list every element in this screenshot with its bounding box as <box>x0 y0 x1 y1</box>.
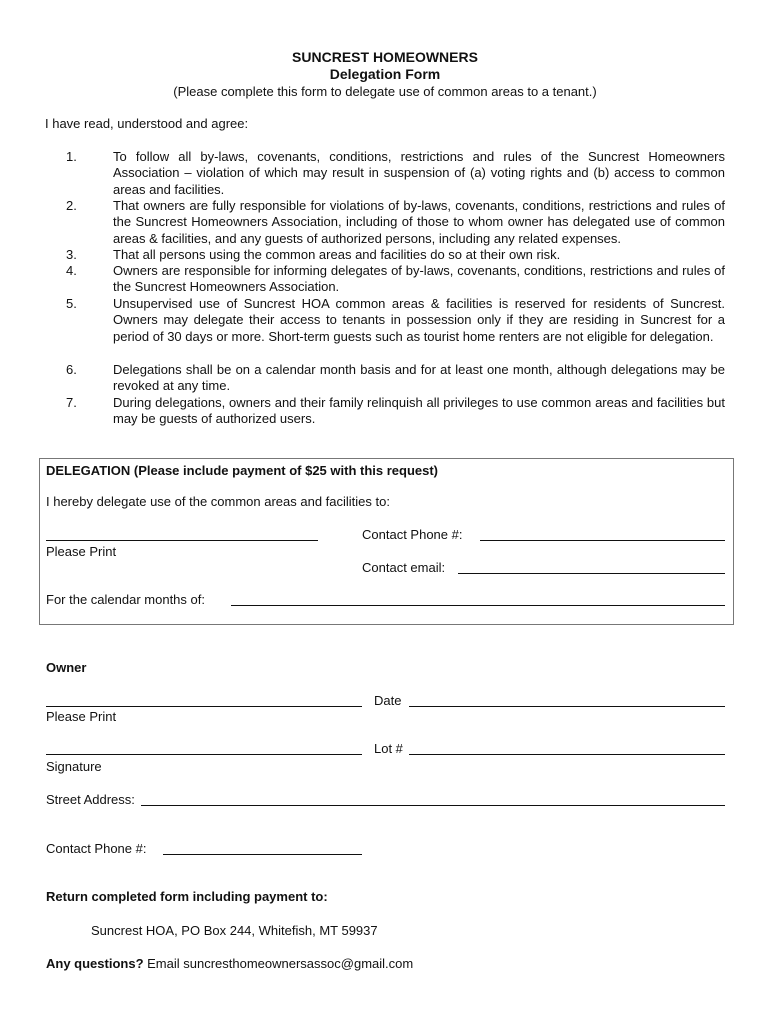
signature-field[interactable] <box>46 754 362 755</box>
delegate-email-label: Contact email: <box>362 560 446 575</box>
term-text: Unsupervised use of Suncrest HOA common areas & facilities is reserved for residents of Suncrest. Owners may delegate their access to tenants in possession only if they are residing in Suncrest for a period of 30 days or more. Short-term guests such as tourist home renters are not eligible for delegation. <box>113 296 725 344</box>
owner-phone-field[interactable] <box>163 854 362 855</box>
term-text: During delegations, owners and their family relinquish all privileges to use common areas and facilities but may be guests of authorized users. <box>113 395 725 427</box>
term-number: 2. <box>66 198 77 213</box>
term-number: 7. <box>66 395 77 410</box>
delegation-statement: I hereby delegate use of the common areas and facilities to: <box>46 494 390 509</box>
months-field[interactable] <box>231 605 725 606</box>
owner-heading: Owner <box>46 660 87 675</box>
owner-phone-label: Contact Phone #: <box>46 841 147 856</box>
term-number: 4. <box>66 263 77 278</box>
delegate-email-field[interactable] <box>458 573 725 574</box>
term-number: 6. <box>66 362 77 377</box>
questions-label: Any questions? <box>46 956 144 971</box>
street-address-field[interactable] <box>141 805 725 806</box>
term-text: Delegations shall be on a calendar month basis and for at least one month, although delegations may be revoked at any time. <box>113 362 725 394</box>
street-address-label: Street Address: <box>46 792 135 807</box>
term-number: 5. <box>66 296 77 311</box>
months-label: For the calendar months of: <box>46 592 205 607</box>
term-text: That owners are fully responsible for violations of by-laws, covenants, conditions, restrictions and rules of the Suncrest Homeowners Association, including of those to whom owner has delegated use of common areas & facilities, and any guests of authorized persons, including any related expenses. <box>113 198 725 246</box>
date-field[interactable] <box>409 706 725 707</box>
signature-label: Signature <box>46 759 102 774</box>
questions-line <box>46 956 413 971</box>
delegate-name-field[interactable] <box>46 540 318 541</box>
return-address: Suncrest HOA, PO Box 244, Whitefish, MT 59937 <box>91 923 378 938</box>
date-label: Date <box>374 693 402 708</box>
form-title: SUNCREST HOMEOWNERS <box>292 49 478 65</box>
owner-name-field[interactable] <box>46 706 362 707</box>
term-text: That all persons using the common areas and facilities do so at their own risk. <box>113 247 561 262</box>
questions-email: Email suncresthomeownersassoc@gmail.com <box>143 956 414 971</box>
owner-print-label: Please Print <box>46 709 117 724</box>
delegate-phone-label: Contact Phone #: <box>362 527 463 542</box>
return-heading: Return completed form including payment to: <box>46 889 328 904</box>
delegate-phone-field[interactable] <box>480 540 725 541</box>
term-number: 3. <box>66 247 77 262</box>
term-number: 1. <box>66 149 77 164</box>
delegation-heading: DELEGATION (Please include payment of $25 with this request) <box>46 463 439 478</box>
term-text: To follow all by-laws, covenants, conditions, restrictions and rules of the Suncrest Homeowners Association – violation of which may result in suspension of (a) voting rights and (b) access to common areas and facilities. <box>113 149 725 197</box>
lot-label: Lot # <box>374 741 403 756</box>
intro-text: I have read, understood and agree: <box>45 116 249 131</box>
term-text: Owners are responsible for informing delegates of by-laws, covenants, conditions, restrictions and rules of the Suncrest Homeowners Association. <box>113 263 725 295</box>
delegate-print-label: Please Print <box>46 544 117 559</box>
form-instructions: (Please complete this form to delegate use of common areas to a tenant.) <box>173 84 597 99</box>
lot-field[interactable] <box>409 754 725 755</box>
form-subtitle: Delegation Form <box>329 66 441 82</box>
